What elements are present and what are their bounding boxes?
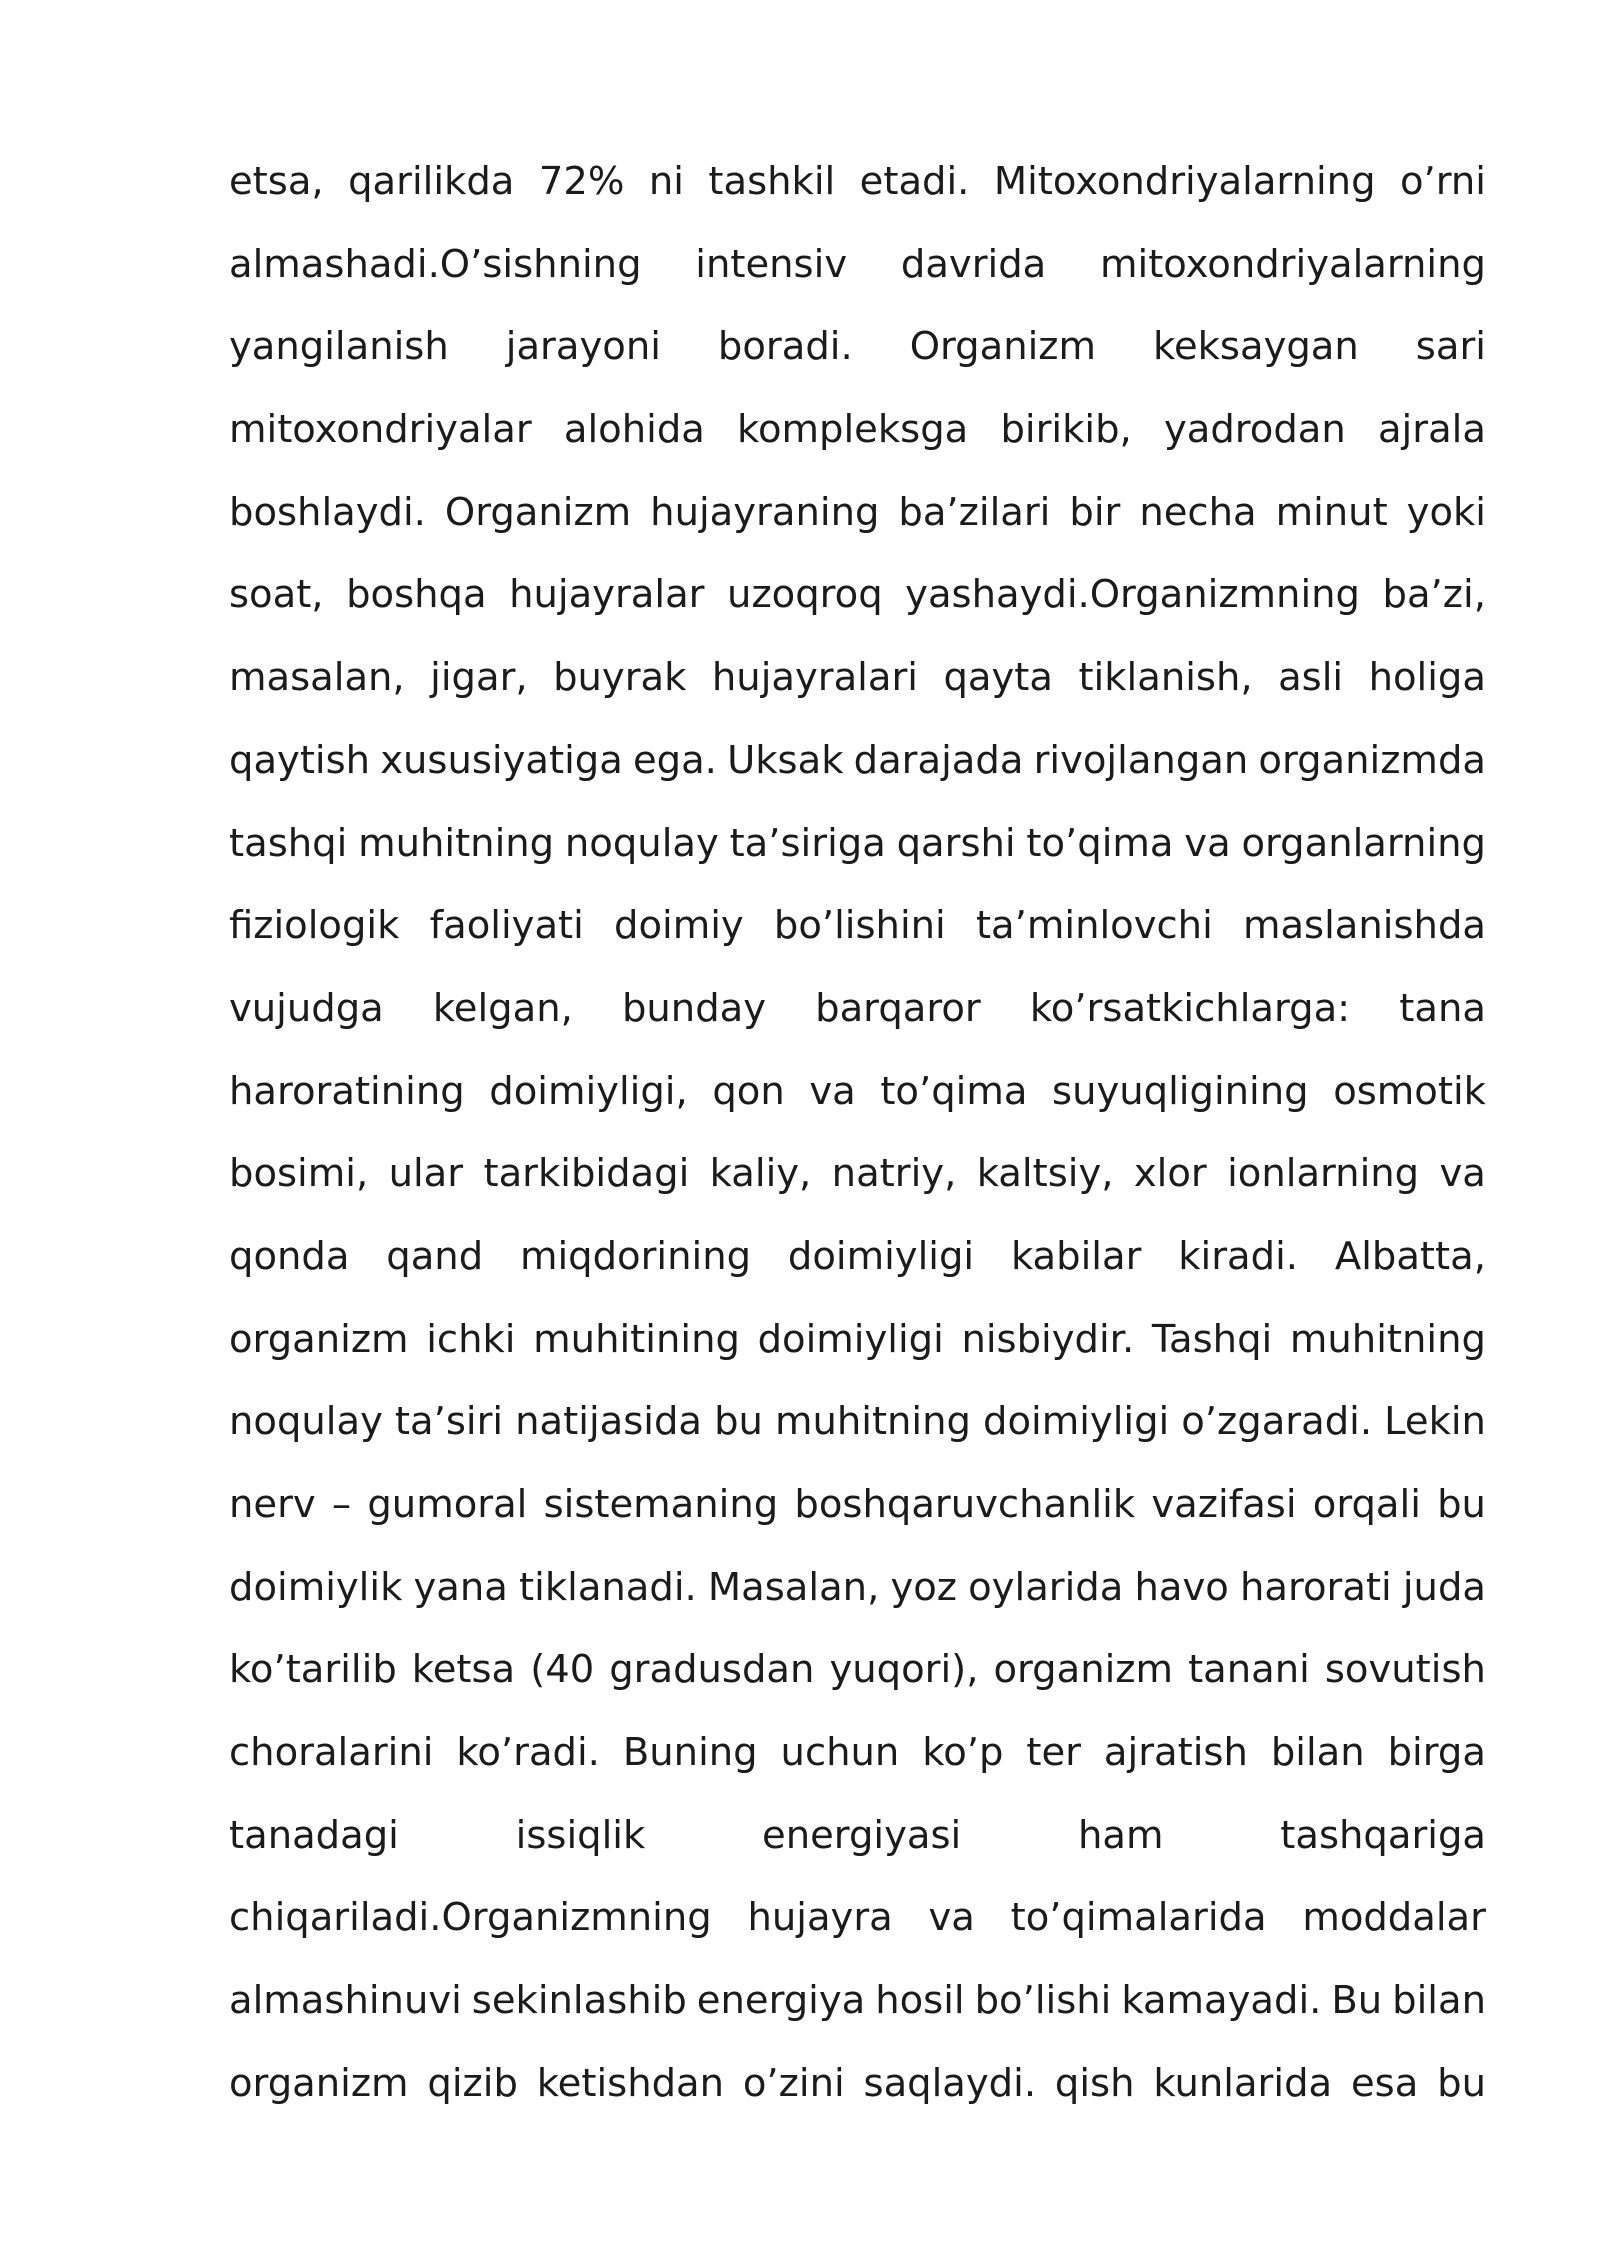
word: davrida: [900, 241, 1047, 287]
word: almashinuvi: [229, 1978, 462, 2024]
word: tiklanadi.: [519, 1564, 697, 1610]
word: va: [928, 1895, 975, 1941]
word: yana: [413, 1564, 508, 1610]
word: (40: [530, 1647, 595, 1693]
word: kamayadi.: [1121, 1978, 1322, 2024]
word: ter: [1026, 1730, 1081, 1776]
word: kompleksga: [737, 407, 969, 453]
word: Organizm: [444, 489, 632, 535]
text-line: [229, 977, 1486, 1060]
word: faoliyati: [429, 903, 584, 949]
word: bosimi,: [229, 1151, 369, 1197]
word: tashqi: [229, 820, 348, 866]
word: bu: [1437, 1482, 1486, 1527]
word: chiqariladi.Organizmning: [229, 1895, 712, 1941]
text-line: [229, 398, 1486, 481]
word: kaltsiy,: [976, 1151, 1114, 1197]
word: Albatta,: [1334, 1233, 1486, 1279]
word: kiradi.: [1178, 1233, 1299, 1279]
word: ko’p: [922, 1730, 1004, 1776]
word: hujayralar: [509, 572, 705, 618]
word: organizm: [229, 2060, 409, 2106]
text-line: [229, 812, 1486, 895]
text-line: [229, 1390, 1486, 1473]
word: to’qima: [880, 1068, 1028, 1114]
word: ko’tarilib: [229, 1647, 397, 1693]
word: doimiyligi: [787, 1233, 975, 1279]
word: nisbiydir.: [961, 1316, 1135, 1362]
word: ham: [1078, 1812, 1164, 1858]
word: minut: [1275, 489, 1388, 535]
word: va: [1184, 820, 1231, 866]
word: suyuqligining: [1052, 1068, 1309, 1114]
word: ta’siriga: [729, 820, 886, 866]
word: ular: [388, 1151, 464, 1197]
word: ajratish: [1103, 1730, 1248, 1776]
text-line: [229, 1721, 1486, 1804]
word: fiziologik: [229, 903, 400, 949]
word: uchun: [780, 1730, 900, 1776]
word: Tashqi: [1151, 1316, 1273, 1362]
word: maslanishda: [1242, 903, 1486, 949]
word: o’zgaradi.: [1181, 1399, 1373, 1445]
word: mitoxondriyalar: [229, 407, 532, 453]
word: ko’radi.: [456, 1730, 600, 1776]
word: qish: [1054, 2060, 1135, 2106]
word: doimiyligi: [757, 1316, 944, 1362]
text-line: [229, 1969, 1486, 2052]
word: bu: [1437, 2060, 1486, 2106]
word: natijasida: [515, 1399, 703, 1445]
word: jigar,: [430, 655, 528, 701]
word: keksaygan: [1153, 324, 1359, 370]
word: Buning: [622, 1730, 758, 1776]
word: to’qima: [1026, 820, 1174, 866]
word: energiyasi: [762, 1812, 962, 1858]
word: qon: [712, 1068, 785, 1114]
word: boshqa: [346, 572, 487, 618]
word: xususiyatiga: [380, 737, 623, 783]
word: barqaror: [815, 985, 981, 1031]
word: muhitning: [774, 1399, 971, 1445]
word: doimiyligi: [983, 1399, 1170, 1445]
word: ta’siri: [394, 1399, 504, 1445]
word: va: [1439, 1151, 1486, 1197]
word: 72%: [538, 159, 625, 204]
word: juda: [1402, 1564, 1486, 1610]
word: ba’zi,: [1382, 572, 1486, 618]
word: sistemaning: [543, 1482, 779, 1527]
word: yadrodan: [1163, 407, 1346, 453]
word: natriy,: [831, 1151, 957, 1197]
word: noqulay: [564, 820, 719, 866]
word: tana: [1399, 985, 1486, 1031]
word: uzoqroq: [727, 572, 883, 618]
word: doimiylik: [229, 1564, 403, 1610]
word: kelgan,: [432, 985, 573, 1031]
word: ega.: [632, 737, 717, 783]
word: qarshi: [896, 820, 1016, 866]
text-line: [229, 894, 1486, 977]
word: haroratining: [229, 1068, 465, 1114]
word: etsa,: [229, 159, 324, 204]
text-line: [229, 1225, 1486, 1308]
word: bo’lishini: [773, 903, 946, 949]
text-line: [229, 1308, 1486, 1391]
word: moddalar: [1302, 1895, 1486, 1941]
word: hujayra: [747, 1895, 893, 1941]
word: buyrak: [553, 655, 687, 701]
word: qizib: [427, 2060, 518, 2106]
word: bunday: [621, 985, 767, 1031]
word: ajrala: [1377, 407, 1486, 453]
word: o’rni: [1399, 159, 1486, 204]
text-line: [229, 1473, 1486, 1556]
word: intensiv: [695, 241, 848, 287]
word: havo: [1134, 1564, 1229, 1610]
word: choralarini: [229, 1730, 434, 1776]
word: xlor: [1133, 1151, 1207, 1197]
word: hujayralari: [711, 655, 919, 701]
word: Lekin: [1384, 1399, 1486, 1445]
word: va: [809, 1068, 856, 1114]
word: bilan: [1270, 1730, 1365, 1776]
word: osmotik: [1333, 1068, 1486, 1114]
word: organizmda: [1258, 737, 1486, 783]
word: nerv: [229, 1482, 316, 1527]
word: Organizm: [909, 324, 1097, 370]
text-line: [229, 481, 1486, 564]
word: soat,: [229, 572, 324, 618]
word: gradusdan: [609, 1647, 815, 1693]
word: asli: [1278, 655, 1344, 701]
word: Masalan,: [707, 1564, 880, 1610]
text-line: [229, 1556, 1486, 1639]
word: orqali: [1312, 1482, 1421, 1527]
word: yuqori),: [829, 1647, 979, 1693]
text-line: [229, 1142, 1486, 1225]
word: Uksak: [727, 737, 844, 783]
word: tiklanish,: [1078, 655, 1253, 701]
word: darajada: [853, 737, 1024, 783]
word: yangilanish: [229, 324, 449, 370]
word: jarayoni: [505, 324, 661, 370]
word: rivojlangan: [1033, 737, 1249, 783]
text-line: [229, 1638, 1486, 1721]
word: bo’lishi: [974, 1978, 1112, 2024]
word: boradi.: [717, 324, 853, 370]
word: kunlarida: [1153, 2060, 1333, 2106]
text-line: [229, 646, 1486, 729]
word: qarilikda: [348, 159, 515, 204]
word: muhitning: [358, 820, 555, 866]
word: energiya: [696, 1978, 866, 2024]
word: alohida: [563, 407, 705, 453]
word: issiqlik: [515, 1812, 646, 1858]
text-line: [229, 150, 1486, 233]
word: bilan: [1392, 1978, 1486, 2024]
word: ketsa: [411, 1647, 516, 1693]
word: Mitoxondriyalarning: [993, 159, 1376, 204]
word: Bu: [1331, 1978, 1383, 2024]
word: etadi.: [859, 159, 970, 204]
word: hosil: [875, 1978, 965, 2024]
text-line: [229, 1060, 1486, 1143]
word: tanadagi: [229, 1812, 399, 1858]
word: ni: [648, 159, 684, 204]
word: miqdorining: [519, 1233, 752, 1279]
word: sekinlashib: [471, 1978, 687, 2024]
word: yoki: [1406, 489, 1486, 535]
word: vujudga: [229, 985, 384, 1031]
text-line: [229, 1886, 1486, 1969]
word: oylarida: [968, 1564, 1124, 1610]
word: qaytish: [229, 737, 371, 783]
word: masalan,: [229, 655, 405, 701]
word: hujayraning: [650, 489, 880, 535]
word: bir: [1069, 489, 1121, 535]
word: ba’zilari: [898, 489, 1051, 535]
word: harorati: [1239, 1564, 1392, 1610]
word: tarkibidagi: [483, 1151, 690, 1197]
word: yashaydi.Organizmning: [905, 572, 1360, 618]
word: –: [331, 1482, 352, 1527]
word: qayta: [943, 655, 1053, 701]
word: mitoxondriyalarning: [1100, 241, 1486, 287]
word: esa: [1350, 2060, 1419, 2106]
word: ketishdan: [536, 2060, 725, 2106]
word: ko’rsatkichlarga:: [1029, 985, 1351, 1031]
word: vazifasi: [1151, 1482, 1297, 1527]
text-line: [229, 1804, 1486, 1887]
word: organizm: [229, 1316, 409, 1362]
body-text: [229, 150, 1486, 2135]
word: organizm: [993, 1647, 1174, 1693]
text-line: [229, 233, 1486, 316]
word: saqlaydi.: [863, 2060, 1037, 2106]
word: ta’minlovchi: [975, 903, 1213, 949]
word: to’qimalarida: [1010, 1895, 1267, 1941]
word: doimiyligi,: [489, 1068, 688, 1114]
text-line: [229, 729, 1486, 812]
word: o’zini: [742, 2060, 845, 2106]
word: muhitning: [1289, 1316, 1486, 1362]
word: gumoral: [367, 1482, 528, 1527]
word: doimiy: [614, 903, 744, 949]
word: bu: [714, 1399, 763, 1445]
word: boshqaruvchanlik: [794, 1482, 1136, 1527]
word: birikib,: [1000, 407, 1132, 453]
word: ionlarning: [1227, 1151, 1420, 1197]
text-line: [229, 563, 1486, 646]
word: qand: [386, 1233, 484, 1279]
word: almashadi.O’sishning: [229, 241, 642, 287]
text-line: [229, 315, 1486, 398]
word: holiga: [1368, 655, 1486, 701]
word: boshlaydi.: [229, 489, 426, 535]
word: sovutish: [1324, 1647, 1486, 1693]
word: birga: [1387, 1730, 1486, 1776]
word: kaliy,: [709, 1151, 812, 1197]
word: sari: [1415, 324, 1486, 370]
word: organlarning: [1241, 820, 1486, 866]
word: tanani: [1188, 1647, 1310, 1693]
word: yoz: [890, 1564, 958, 1610]
text-line: [229, 2052, 1486, 2135]
word: tashqariga: [1280, 1812, 1486, 1858]
word: qonda: [229, 1233, 350, 1279]
word: muhitining: [533, 1316, 740, 1362]
word: necha: [1139, 489, 1257, 535]
word: kabilar: [1010, 1233, 1142, 1279]
word: tashkil: [708, 159, 836, 204]
word: ichki: [426, 1316, 516, 1362]
word: noqulay: [229, 1399, 383, 1445]
